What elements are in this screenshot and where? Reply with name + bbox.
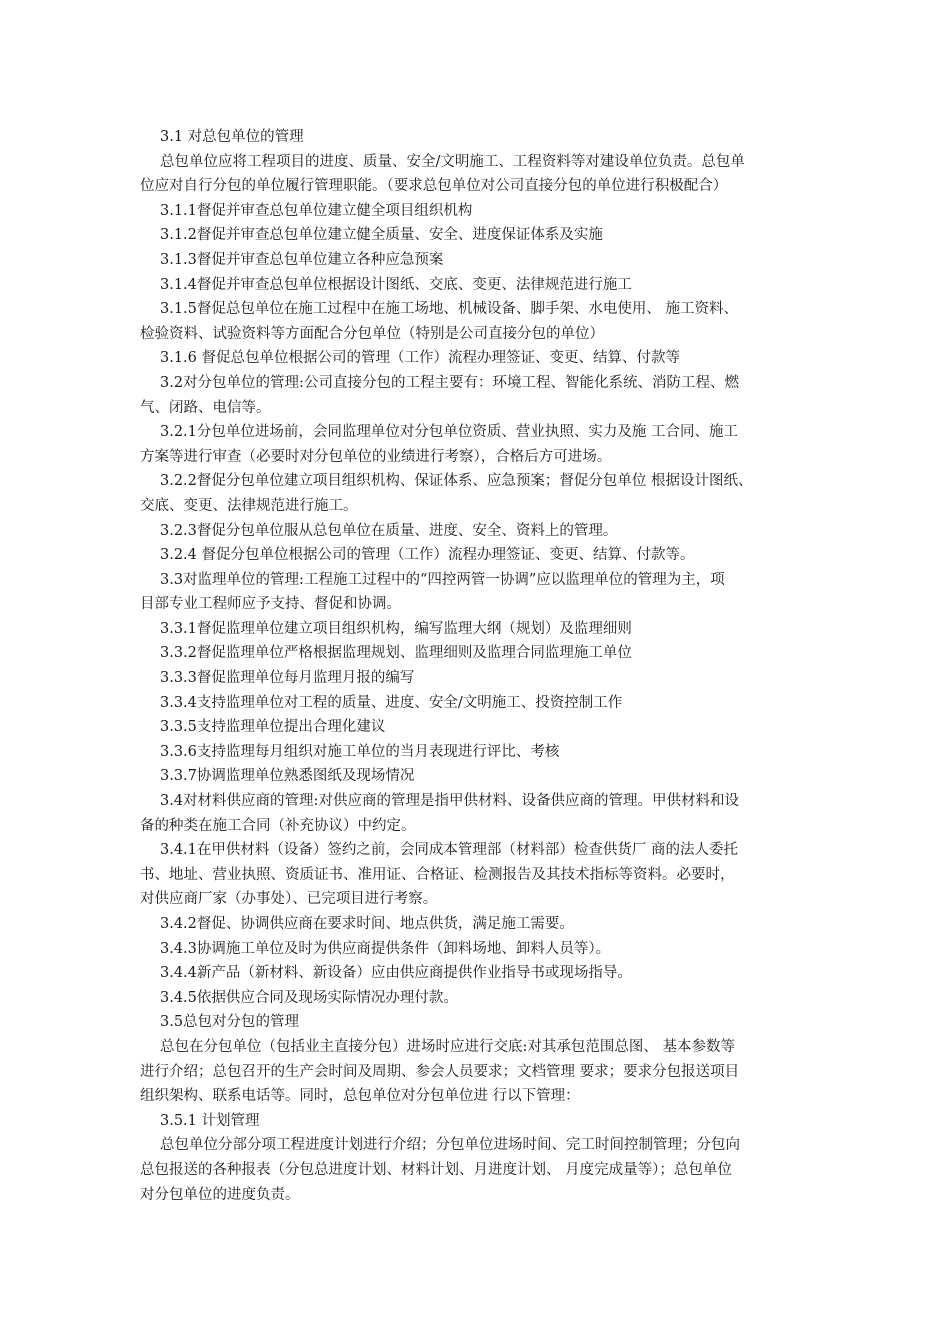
text-line: 3.1.1督促并审查总包单位建立健全项目组织机构 (160, 202, 473, 219)
text-line: 总包单位应将工程项目的进度、质量、安全/文明施工、工程资料等对建设单位负责。总包单 (160, 153, 745, 170)
text-line: 3.3.3督促监理单位每月监理月报的编写 (160, 670, 415, 687)
text-line: 3.3.6支持监理每月组织对施工单位的当月表现进行评比、考核 (160, 743, 560, 760)
paragraph (140, 838, 812, 912)
text-line: 3.3对监理单位的管理:工程施工过程中的“四控两管一协调”应以监理单位的管理为主，项 (160, 571, 725, 588)
text-line: 3.3.7协调监理单位熟悉图纸及现场情况 (160, 768, 415, 785)
text-line: 3.1.3督促并审查总包单位建立各种应急预案 (160, 251, 444, 268)
paragraph (140, 789, 812, 838)
text-line: 3.2.2督促分包单位建立项目组织机构、保证体系、应急预案；督促分包单位 根据设计图纸、 (160, 473, 753, 490)
text-line: 检验资料、试验资料等方面配合分包单位（特别是公司直接分包的单位） (140, 325, 604, 342)
text-line: 3.2对分包单位的管理:公司直接分包的工程主要有：环境工程、智能化系统、消防工程、燃 (160, 374, 739, 391)
paragraph (140, 764, 812, 789)
paragraph (140, 543, 812, 568)
paragraph (140, 617, 812, 642)
text-line: 3.3.4支持监理单位对工程的质量、进度、安全/文明施工、投资控制工作 (160, 694, 623, 711)
text-line: 对供应商厂家（办事处）、已完项目进行考察。 (140, 891, 438, 908)
text-line: 3.2.4 督促分包单位根据公司的管理（工作）流程办理签证、变更、结算、付款等。 (160, 547, 695, 564)
paragraph (140, 199, 812, 224)
text-line: 3.5总包对分包的管理 (160, 1014, 300, 1031)
paragraph (140, 1010, 812, 1035)
text-line: 书、地址、营业执照、资质证书、准用证、合格证、检测报告及其技术指标等资料。必要时， (140, 866, 735, 883)
text-line: 3.3.1督促监理单位建立项目组织机构，编写监理大纲（规划）及监理细则 (160, 620, 632, 637)
text-line: 3.4.4新产品（新材料、新设备）应由供应商提供作业指导书或现场指导。 (160, 965, 632, 982)
paragraph (140, 568, 812, 617)
paragraph (140, 986, 812, 1011)
text-line: 位应对自行分包的单位履行管理职能。（要求总包单位对公司直接分包的单位进行积极配合） (140, 178, 728, 195)
text-line: 气、闭路、电信等。 (140, 399, 271, 416)
text-line: 对分包单位的进度负责。 (140, 1186, 300, 1203)
paragraph (140, 912, 812, 937)
text-line: 3.2.3督促分包单位服从总包单位在质量、进度、安全、资料上的管理。 (160, 522, 618, 539)
paragraph (140, 273, 812, 298)
paragraph (140, 666, 812, 691)
text-line: 3.5.1 计划管理 (160, 1112, 260, 1129)
text-line: 3.1 对总包单位的管理 (160, 129, 304, 145)
text-line: 方案等进行审查（必要时对分包单位的业绩进行考察），合格后方可进场。 (140, 448, 612, 465)
paragraph (140, 519, 812, 544)
text-line: 3.4对材料供应商的管理:对供应商的管理是指甲供材料、设备供应商的管理。甲供材料和设 (160, 793, 739, 810)
text-line: 3.4.3协调施工单位及时为供应商提供条件（卸料场地、卸料人员等）。 (160, 940, 611, 957)
paragraph (140, 1035, 812, 1109)
text-line: 备的种类在施工合同（补充协议）中约定。 (140, 817, 416, 834)
text-line: 3.2.1分包单位进场前，会同监理单位对分包单位资质、营业执照、实力及施 工合同、施工 (160, 424, 738, 441)
text-line: 交底、变更、法律规范进行施工。 (140, 497, 358, 514)
paragraph (140, 961, 812, 986)
text-line: 3.3.2督促监理单位严格根据监理规划、监理细则及监理合同监理施工单位 (160, 645, 632, 662)
paragraph (140, 740, 812, 765)
text-line: 3.1.2督促并审查总包单位建立健全质量、安全、进度保证体系及实施 (160, 227, 603, 244)
paragraph (140, 248, 812, 273)
text-line: 3.4.5依据供应合同及现场实际情况办理付款。 (160, 989, 458, 1006)
paragraph (140, 223, 812, 248)
paragraph (140, 371, 812, 420)
text-line: 3.1.6 督促总包单位根据公司的管理（工作）流程办理签证、变更、结算、付款等 (160, 350, 681, 367)
document-body (140, 125, 812, 1207)
paragraph (140, 420, 812, 469)
paragraph (140, 937, 812, 962)
text-line: 3.1.4督促并审查总包单位根据设计图纸、交底、变更、法律规范进行施工 (160, 276, 632, 293)
text-line: 总包报送的各种报表（分包总进度计划、材料计划、月进度计划、 月度完成量等）；总包单位 (140, 1161, 732, 1178)
text-line: 总包在分包单位（包括业主直接分包）进场时应进行交底:对其承包范围总图、 基本参数等 (160, 1038, 735, 1055)
text-line: 进行介绍；总包召开的生产会时间及周期、参会人员要求；文档管理 要求；要求分包报送项目 (140, 1063, 740, 1080)
paragraph (140, 641, 812, 666)
paragraph (140, 1133, 812, 1207)
paragraph (140, 150, 812, 199)
text-line: 组织架构、联系电话等。同时，总包单位对分包单位进 行以下管理： (140, 1088, 580, 1105)
paragraph (140, 125, 812, 150)
text-line: 3.3.5支持监理单位提出合理化建议 (160, 719, 386, 736)
text-line: 3.1.5督促总包单位在施工过程中在施工场地、机械设备、脚手架、水电使用、 施工资料、 (160, 301, 738, 318)
text-line: 总包单位分部分项工程进度计划进行介绍；分包单位进场时间、完工时间控制管理；分包向 (160, 1137, 740, 1154)
text-line: 3.4.1在甲供材料（设备）签约之前，会同成本管理部（材料部）检查供货厂 商的法人委托 (160, 842, 738, 859)
paragraph (140, 469, 812, 518)
paragraph (140, 297, 812, 346)
paragraph (140, 691, 812, 716)
paragraph (140, 346, 812, 371)
paragraph (140, 715, 812, 740)
paragraph (140, 1109, 812, 1134)
text-line: 3.4.2督促、协调供应商在要求时间、地点供货，满足施工需要。 (160, 916, 574, 932)
text-line: 目部专业工程师应予支持、督促和协调。 (140, 596, 401, 613)
